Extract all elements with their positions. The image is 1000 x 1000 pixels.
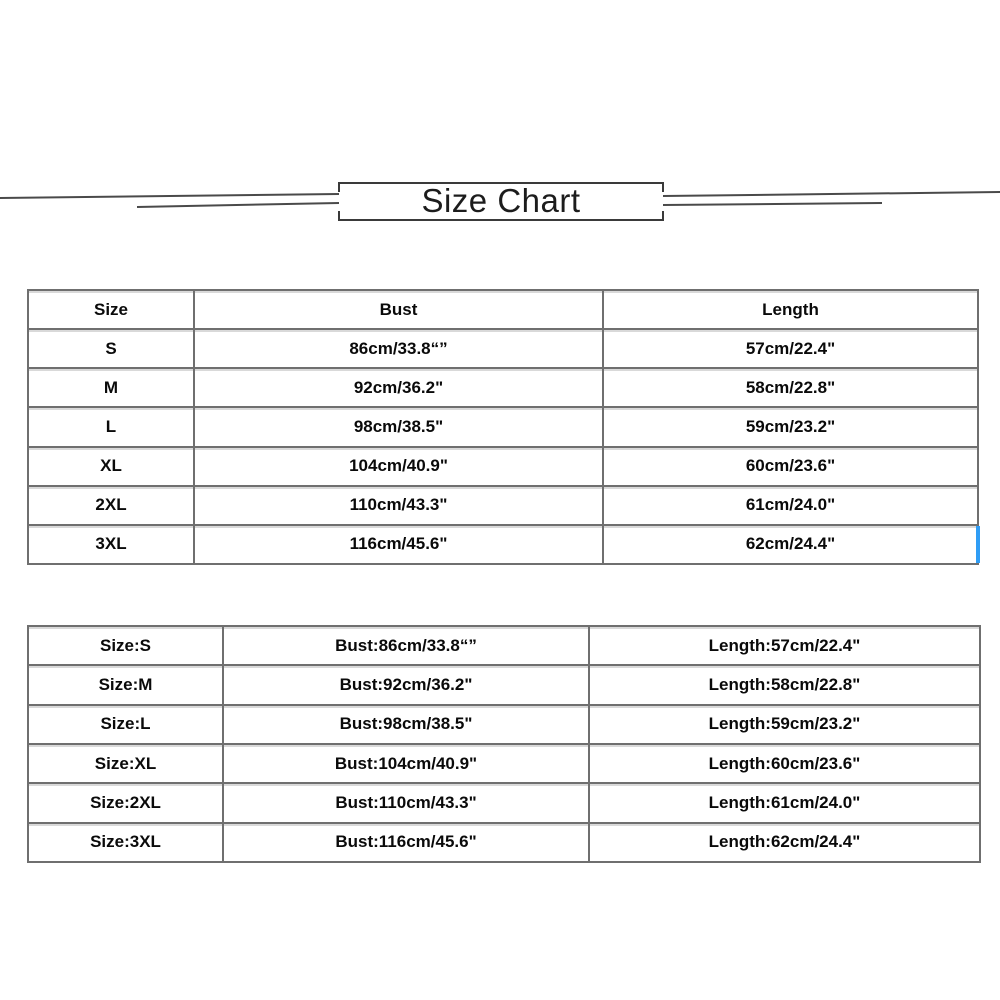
table-row xyxy=(28,368,978,407)
table-row xyxy=(28,626,980,665)
length-cell: 59cm/23.2" xyxy=(603,407,978,446)
size-cell: Size:2XL xyxy=(28,783,223,822)
table-row xyxy=(28,447,978,486)
length-cell: 58cm/22.8" xyxy=(603,368,978,407)
table-row xyxy=(28,783,980,822)
bust-cell: 104cm/40.9" xyxy=(194,447,603,486)
bust-cell: Bust:116cm/45.6" xyxy=(223,823,589,862)
length-cell: Length:59cm/23.2" xyxy=(589,705,980,744)
right-divider-line-top xyxy=(663,192,1000,196)
size-table-secondary xyxy=(27,625,981,863)
bust-cell: Bust:98cm/38.5" xyxy=(223,705,589,744)
table-header-row xyxy=(28,290,978,329)
table-row xyxy=(28,744,980,783)
table-row xyxy=(28,705,980,744)
left-divider-line-top xyxy=(0,194,339,198)
bust-cell: Bust:86cm/33.8“” xyxy=(223,626,589,665)
size-cell: Size:3XL xyxy=(28,823,223,862)
column-header-size: Size xyxy=(28,290,194,329)
table-row xyxy=(28,486,978,525)
size-cell: Size:S xyxy=(28,626,223,665)
table-row xyxy=(28,525,978,564)
length-cell: Length:61cm/24.0" xyxy=(589,783,980,822)
table-row xyxy=(28,665,980,704)
bust-cell: 110cm/43.3" xyxy=(194,486,603,525)
page-title: Size Chart xyxy=(421,182,581,219)
length-cell: Length:57cm/22.4" xyxy=(589,626,980,665)
length-cell: 57cm/22.4" xyxy=(603,329,978,368)
bust-cell: Bust:92cm/36.2" xyxy=(223,665,589,704)
size-cell: XL xyxy=(28,447,194,486)
size-cell: 3XL xyxy=(28,525,194,564)
table-row xyxy=(28,823,980,862)
size-cell: S xyxy=(28,329,194,368)
selection-bar xyxy=(976,526,980,563)
length-cell: Length:62cm/24.4" xyxy=(589,823,980,862)
bust-cell: 92cm/36.2" xyxy=(194,368,603,407)
length-cell: Length:58cm/22.8" xyxy=(589,665,980,704)
table-row xyxy=(28,329,978,368)
bust-cell: Bust:110cm/43.3" xyxy=(223,783,589,822)
bust-cell: 116cm/45.6" xyxy=(194,525,603,564)
size-cell: L xyxy=(28,407,194,446)
length-cell: 60cm/23.6" xyxy=(603,447,978,486)
bust-cell: 86cm/33.8“” xyxy=(194,329,603,368)
length-cell: 62cm/24.4" xyxy=(603,525,978,564)
bust-cell: Bust:104cm/40.9" xyxy=(223,744,589,783)
column-header-length: Length xyxy=(603,290,978,329)
bust-cell: 98cm/38.5" xyxy=(194,407,603,446)
table-row xyxy=(28,407,978,446)
size-cell: M xyxy=(28,368,194,407)
column-header-bust: Bust xyxy=(194,290,603,329)
size-table-main xyxy=(27,289,979,565)
length-cell: 61cm/24.0" xyxy=(603,486,978,525)
size-cell: 2XL xyxy=(28,486,194,525)
size-cell: Size:M xyxy=(28,665,223,704)
size-cell: Size:XL xyxy=(28,744,223,783)
right-divider-line-bottom xyxy=(663,203,882,205)
length-cell: Length:60cm/23.6" xyxy=(589,744,980,783)
left-divider-line-bottom xyxy=(137,203,339,207)
size-cell: Size:L xyxy=(28,705,223,744)
